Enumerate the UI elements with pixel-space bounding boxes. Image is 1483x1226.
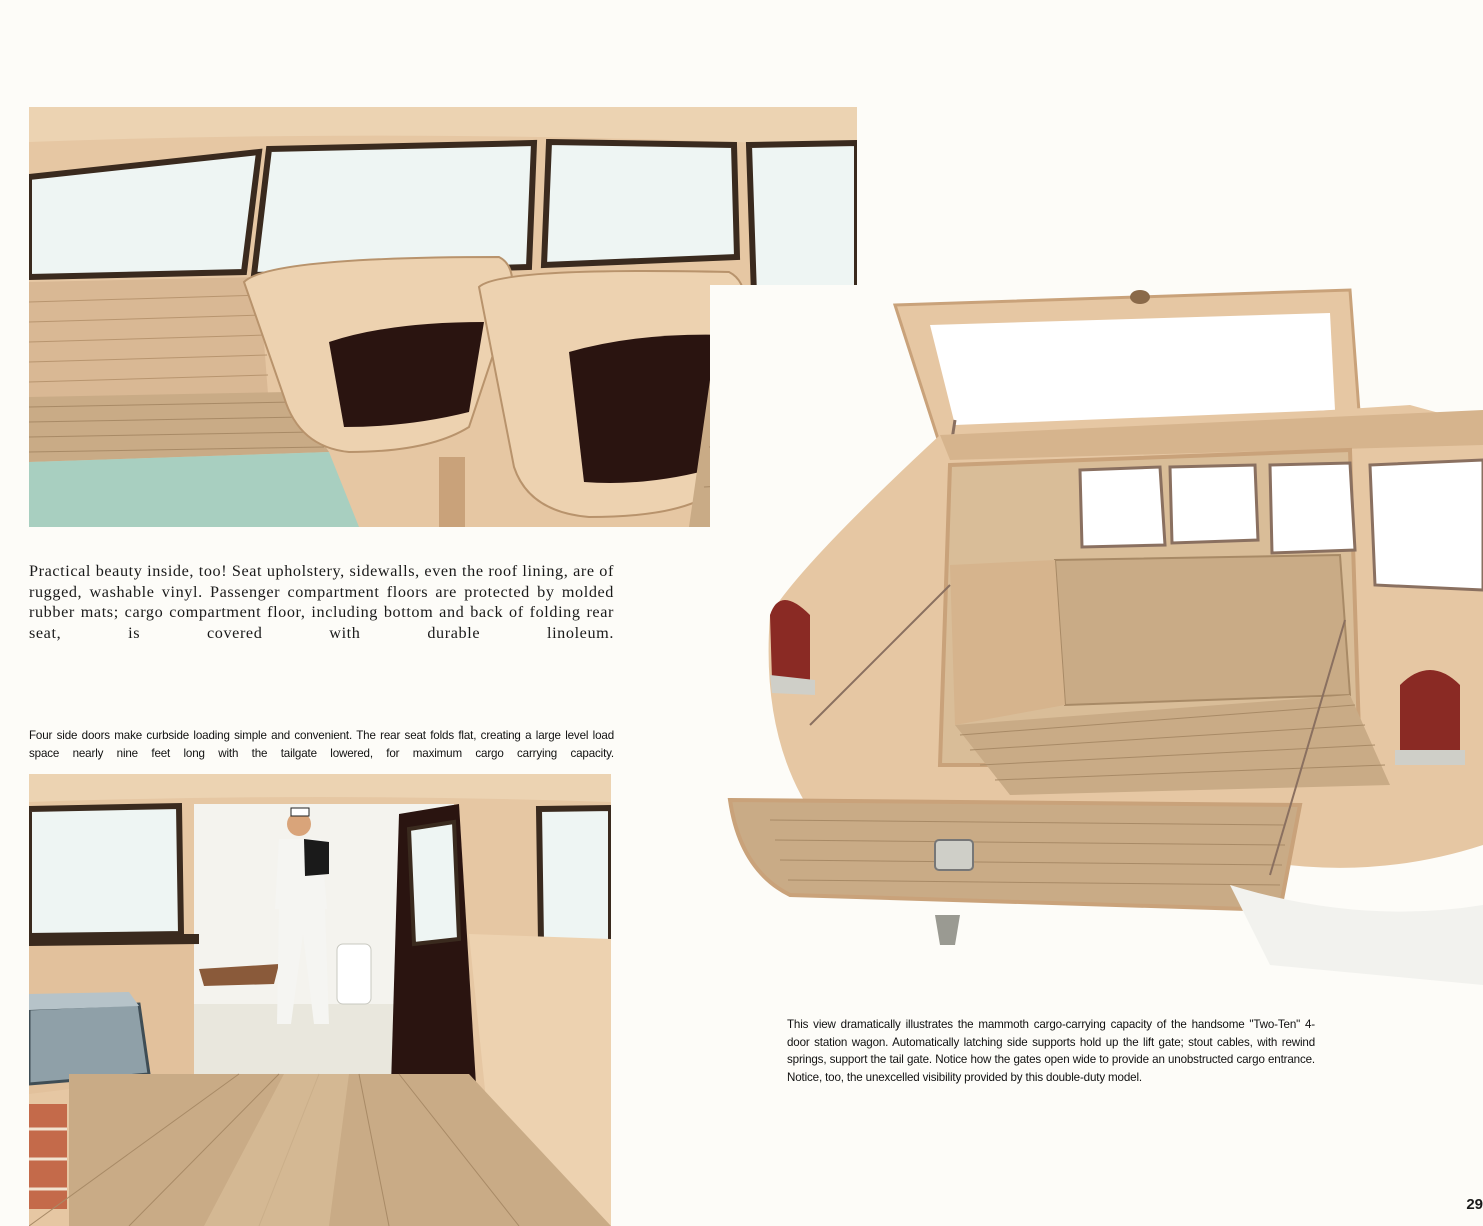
page-number: 29 bbox=[1466, 1196, 1483, 1213]
station-wagon-caption: This view dramatically illustrates the mammoth cargo-carrying capacity of the handsome "Two-Ten" 4-door station wagon. Automatically latching side supports hold up the lift gate; stout cables, with rewind springs, support the tail gate. Notice how the gates open wide to provide an unobstructed cargo entrance. Notice, too, the unexcelled visibility provided by this double-duty model. bbox=[787, 1018, 1315, 1084]
interior-caption: Practical beauty inside, too! Seat upholstery, sidewalls, even the roof lining, are of rugged, washable vinyl. Passenger compartment floors are protected by molded rubber mats; cargo compartment floor, including bottom and back of folding rear seat, is covered with durable linoleum. bbox=[29, 562, 614, 642]
station-wagon-illustration bbox=[710, 285, 1483, 985]
side-door-loading-illustration bbox=[29, 774, 611, 1226]
side-doors-caption: Four side doors make curbside loading simple and convenient. The rear seat folds flat, creating a large level load space nearly nine feet long with the tailgate lowered, for maximum cargo carrying capacity. bbox=[29, 729, 614, 760]
